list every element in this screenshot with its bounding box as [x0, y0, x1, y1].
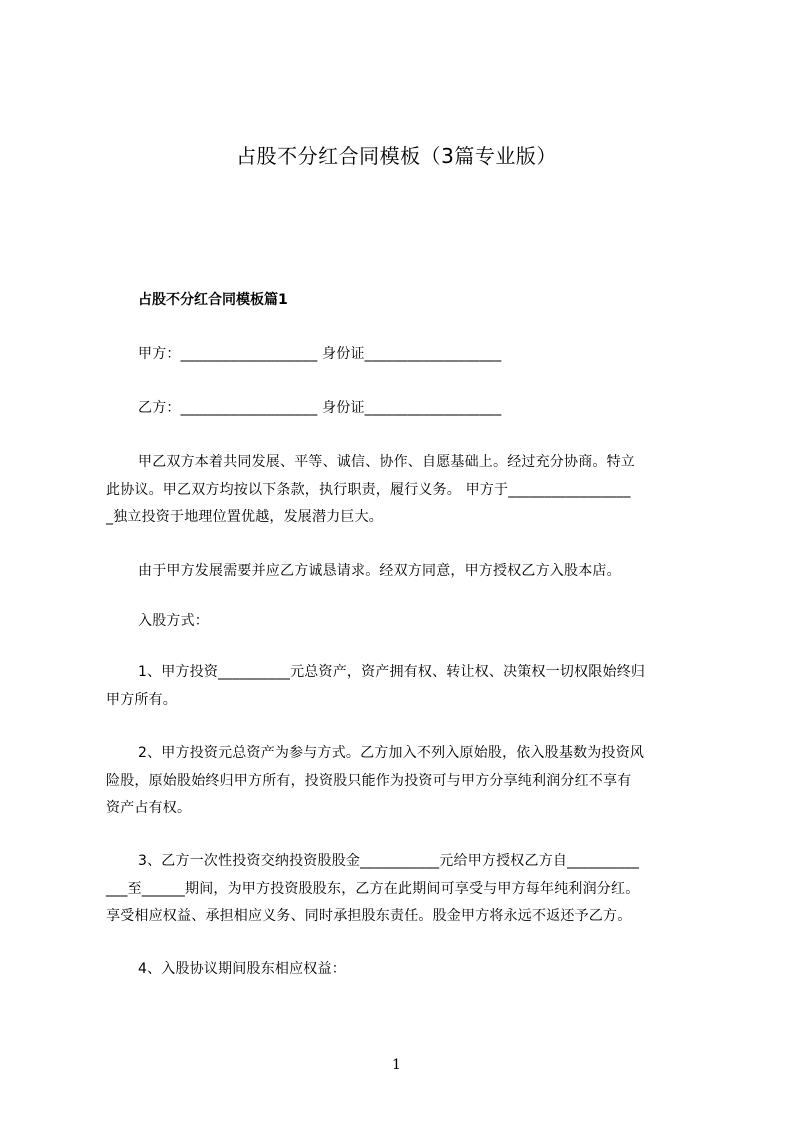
section-heading: 占股不分红合同模板篇1: [138, 292, 288, 308]
clause-line: 3、乙方一次性投资交纳投资股股金___________元给甲方授权乙方自__________: [138, 853, 640, 869]
clause-line: 享受相应权益、承担相应义务、同时承担股东责任。股金甲方将永远不返还予乙方。: [106, 908, 632, 924]
paragraph-line: 甲乙双方本着共同发展、平等、诚信、协作、自愿基础上。经过充分协商。特立: [138, 454, 635, 470]
clause-line: 甲方所有。: [106, 692, 177, 708]
paragraph-line: 入股方式：: [138, 613, 209, 629]
clause-line: ___至______期间，为甲方投资股股东，乙方在此期间可享受与甲方每年纯利润分红。: [106, 881, 640, 897]
clause-line: 1、甲方投资__________元总资产，资产拥有权、转让权、决策权一切权限始终归: [138, 664, 646, 680]
page-number: 1: [392, 1057, 401, 1073]
party-a-line: 甲方：___________________ 身份证___________________: [138, 346, 502, 362]
clause-line: 资产占有权。: [106, 800, 192, 816]
paragraph-line: _独立投资于地理位置优越，发展潜力巨大。: [106, 509, 383, 525]
clause-line: 险股，原始股始终归甲方所有，投资股只能作为投资可与甲方分享纯利润分红不享有: [106, 773, 632, 789]
party-b-line: 乙方：___________________ 身份证___________________: [138, 400, 502, 416]
clause-line: 4、入股协议期间股东相应权益：: [138, 961, 346, 977]
document-title: 占股不分红合同模板（3篇专业版）: [236, 144, 557, 168]
clause-line: 2、甲方投资元总资产为参与方式。乙方加入不列入原始股，依入股基数为投资风: [138, 745, 645, 761]
paragraph-line: 此协议。甲乙双方均按以下条款，执行职责，履行义务。 甲方于_________________: [106, 482, 631, 498]
paragraph-line: 由于甲方发展需要并应乙方诚恳请求。经双方同意，甲方授权乙方入股本店。: [138, 563, 621, 579]
